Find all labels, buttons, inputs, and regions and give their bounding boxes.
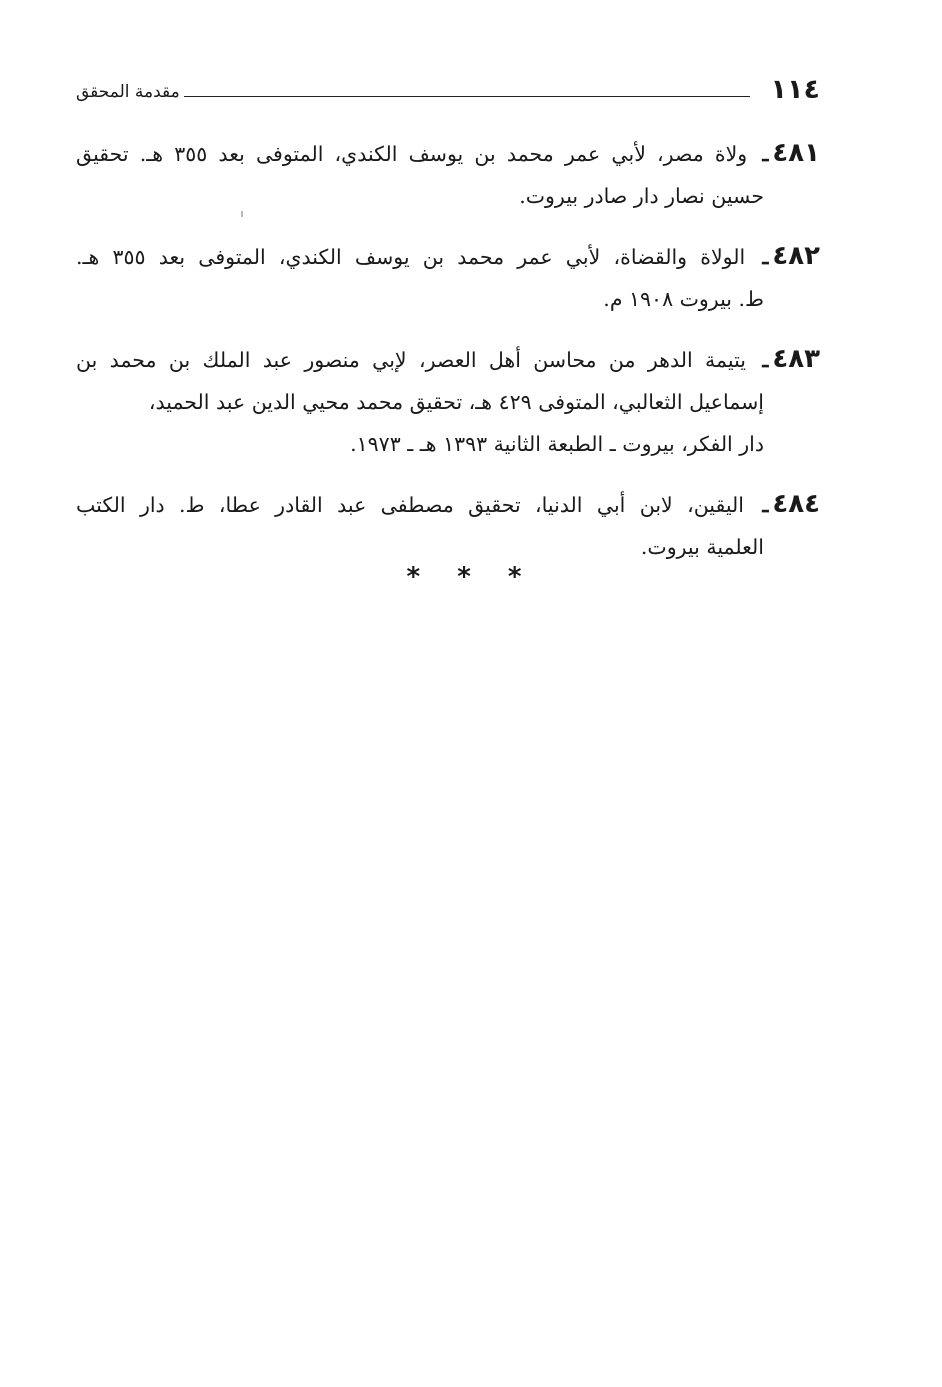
- entry-number: ٤٨١: [772, 138, 820, 168]
- entry-line: العلمية بيروت.: [640, 535, 764, 559]
- entry-dash: ـ: [762, 493, 769, 517]
- entry-line: [76, 235, 820, 278]
- bibliography-list: [76, 132, 820, 586]
- entry-line: إسماعيل الثعالبي، المتوفى ٤٢٩ هـ، تحقيق محمد محيي الدين عبد الحميد،: [148, 390, 764, 414]
- entry-line: ط. بيروت ١٩٠٨ م.: [603, 287, 764, 311]
- bibliography-entry-482: [76, 235, 820, 320]
- bibliography-entry-481: [76, 132, 820, 217]
- entry-number: ٤٨٣: [772, 344, 820, 374]
- entry-line: [76, 338, 820, 381]
- section-separator: * * *: [406, 562, 536, 592]
- entry-dash: ـ: [762, 142, 769, 166]
- entry-text: ولاة مصر، لأبي عمر محمد بن يوسف الكندي، المتوفى بعد ٣٥٥ هـ. تحقيق: [76, 142, 748, 166]
- entry-text: الولاة والقضاة، لأبي عمر محمد بن يوسف الكندي، المتوفى بعد ٣٥٥ هـ.: [76, 245, 746, 269]
- entry-text: يتيمة الدهر من محاسن أهل العصر، لإبي منصور عبد الملك بن محمد بن: [76, 348, 746, 372]
- page-header: [76, 74, 820, 114]
- header-rule: [184, 96, 750, 97]
- entry-line: [76, 483, 820, 526]
- entry-line: حسين نصار دار صادر بيروت.: [519, 184, 764, 208]
- bibliography-entry-483: [76, 338, 820, 465]
- entry-number: ٤٨٢: [772, 241, 820, 271]
- entry-dash: ـ: [762, 348, 769, 372]
- entry-number: ٤٨٤: [772, 489, 820, 519]
- running-title: مقدمة المحقق: [76, 82, 180, 102]
- entry-text: اليقين، لابن أبي الدنيا، تحقيق مصطفى عبد القادر عطا، ط. دار الكتب: [76, 493, 744, 517]
- bibliography-entry-484: [76, 483, 820, 568]
- page-number: ١١٤: [770, 74, 820, 105]
- entry-line: دار الفكر، بيروت ـ الطبعة الثانية ١٣٩٣ هـ ـ ١٩٧٣.: [350, 432, 764, 456]
- entry-line: [76, 132, 820, 175]
- entry-dash: ـ: [762, 245, 769, 269]
